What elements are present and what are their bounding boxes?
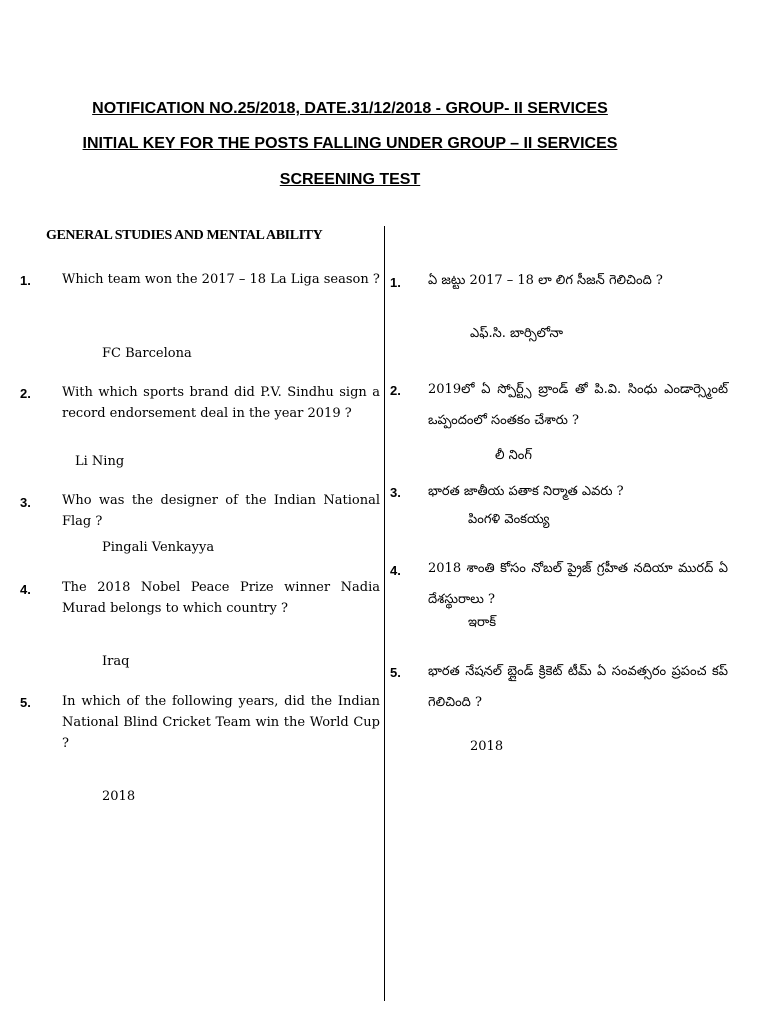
question-text: 2018 శాంతి కోసం నోబల్ ప్రైజ్ గ్రహీత నదియా మురద్ ఏ దేశస్థురాలు ?: [428, 561, 728, 607]
question-text: Who was the designer of the Indian National Flag ?: [62, 493, 380, 529]
answer-text: ఇరాక్: [468, 615, 497, 630]
question-text: Which team won the 2017 – 18 La Liga season ?: [62, 272, 380, 287]
question-text: భారత జాతీయ పతాక నిర్మాత ఎవరు ?: [428, 484, 624, 499]
notification-title: NOTIFICATION NO.25/2018, DATE.31/12/2018 - GROUP- II SERVICES: [92, 100, 608, 117]
question-text: ఏ జట్టు 2017 – 18 లా లిగ సీజన్ గెలిచింది ?: [428, 273, 663, 288]
answer-text: 2018: [102, 789, 136, 804]
answer-text: FC Barcelona: [102, 346, 192, 361]
question-number: 1.: [20, 273, 31, 288]
answer-text: లీ నింగ్: [495, 448, 532, 463]
question-number: 4.: [390, 563, 401, 578]
answer-text: Iraq: [102, 654, 130, 669]
question-number: 4.: [20, 582, 31, 597]
answer-text: Pingali Venkayya: [102, 540, 215, 555]
section-heading: GENERAL STUDIES AND MENTAL ABILITY: [46, 228, 323, 243]
question-number: 1.: [390, 275, 401, 290]
question-text: The 2018 Nobel Peace Prize winner Nadia Murad belongs to which country ?: [62, 580, 380, 616]
question-number: 5.: [390, 665, 401, 680]
question-number: 2.: [390, 383, 401, 398]
question-text: With which sports brand did P.V. Sindhu sign a record endorsement deal in the year 2019 ?: [62, 385, 380, 421]
screening-test-title: SCREENING TEST: [279, 171, 421, 188]
question-number: 3.: [390, 485, 401, 500]
question-text: భారత నేషనల్ బ్లైండ్ క్రికెట్ టీమ్ ఏ సంవత్సరం ప్రపంచ కప్ గెలిచింది ?: [428, 664, 728, 710]
question-text: In which of the following years, did the Indian National Blind Cricket Team win the World Cup ?: [62, 694, 380, 751]
question-number: 2.: [20, 386, 31, 401]
answer-text: ఎఫ్.సి. బార్సిలోనా: [470, 326, 564, 341]
column-divider: [384, 226, 385, 1001]
question-text: 2019లో ఏ స్పోర్ట్స్ బ్రాండ్ తో పి.వి. సింధు ఎండార్స్మెంట్ ఒప్పందంలో సంతకం చేశారు ?: [428, 382, 728, 428]
answer-text: Li Ning: [75, 454, 125, 469]
answer-text: పింగళి వెంకయ్య: [468, 512, 550, 527]
question-number: 5.: [20, 695, 31, 710]
initial-key-title: INITIAL KEY FOR THE POSTS FALLING UNDER GROUP – II SERVICES: [82, 135, 618, 152]
answer-text: 2018: [470, 739, 504, 754]
question-number: 3.: [20, 495, 31, 510]
